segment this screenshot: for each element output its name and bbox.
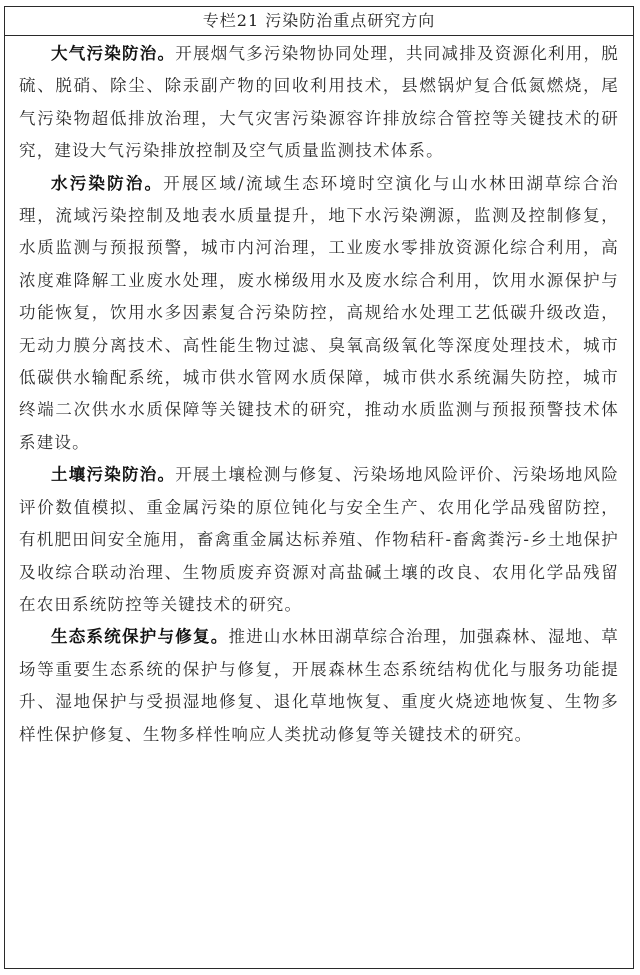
- section-soil-pollution: [19, 459, 619, 621]
- section-text: 开展区域/流域生态环境时空演化与山水林田湖草综合治理，流域污染控制及地表水质量提升，地下水污染溯源，监测及控制修复，水质监测与预报预警，城市内河治理，工业废水零排放资源化综合利用，高浓度难降解工业废水处理，废水梯级用水及废水综合利用，饮用水源保护与功能恢复，饮用水多因素复合污染防控，高规给水处理工艺低碳升级改造，无动力膜分离技术、高性能生物过滤、臭氧高级氧化等深度处理技术，城市低碳供水输配系统，城市供水管网水质保障，城市供水系统漏失防控，城市终端二次供水水质保障等关键技术的研究，推动水质监测与预报预警技术体系建设。: [19, 173, 619, 452]
- section-ecosystem: [19, 621, 619, 751]
- section-heading: 水污染防治。: [51, 173, 164, 193]
- section-text: 推进山水林田湖草综合治理，加强森林、湿地、草场等重要生态系统的保护与修复，开展森林生态系统结构优化与服务功能提升、湿地保护与受损湿地修复、退化草地恢复、重度火烧迹地恢复、生物多样性保护修复、生物多样性响应人类扰动修复等关键技术的研究。: [19, 627, 619, 744]
- section-air-pollution: [19, 38, 619, 168]
- section-heading: 土壤污染防治。: [51, 465, 176, 485]
- column-box: [4, 6, 634, 969]
- section-water-pollution: [19, 168, 619, 460]
- section-text: 开展烟气多污染物协同处理，共同减排及资源化利用，脱硫、脱硝、除尘、除汞副产物的回收利用技术，县燃锅炉复合低氮燃烧，尾气污染物超低排放治理，大气灾害污染源容许排放综合管控等关键技术的研究，建设大气污染排放控制及空气质量监测技术体系。: [19, 44, 619, 161]
- column-content: [5, 36, 633, 751]
- section-text: 开展土壤检测与修复、污染场地风险评价、污染场地风险评价数值模拟、重金属污染的原位钝化与安全生产、农用化学品残留防控，有机肥田间安全施用，畜禽重金属达标养殖、作物秸秆-畜禽粪污-乡土地保护及收综合联动治理、生物质废弃资源对高盐碱土壤的改良、农用化学品残留在农田系统防控等关键技术的研究。: [19, 465, 619, 614]
- section-heading: 生态系统保护与修复。: [51, 627, 229, 647]
- column-title: 专栏21 污染防治重点研究方向: [5, 7, 633, 36]
- section-heading: 大气污染防治。: [51, 44, 176, 63]
